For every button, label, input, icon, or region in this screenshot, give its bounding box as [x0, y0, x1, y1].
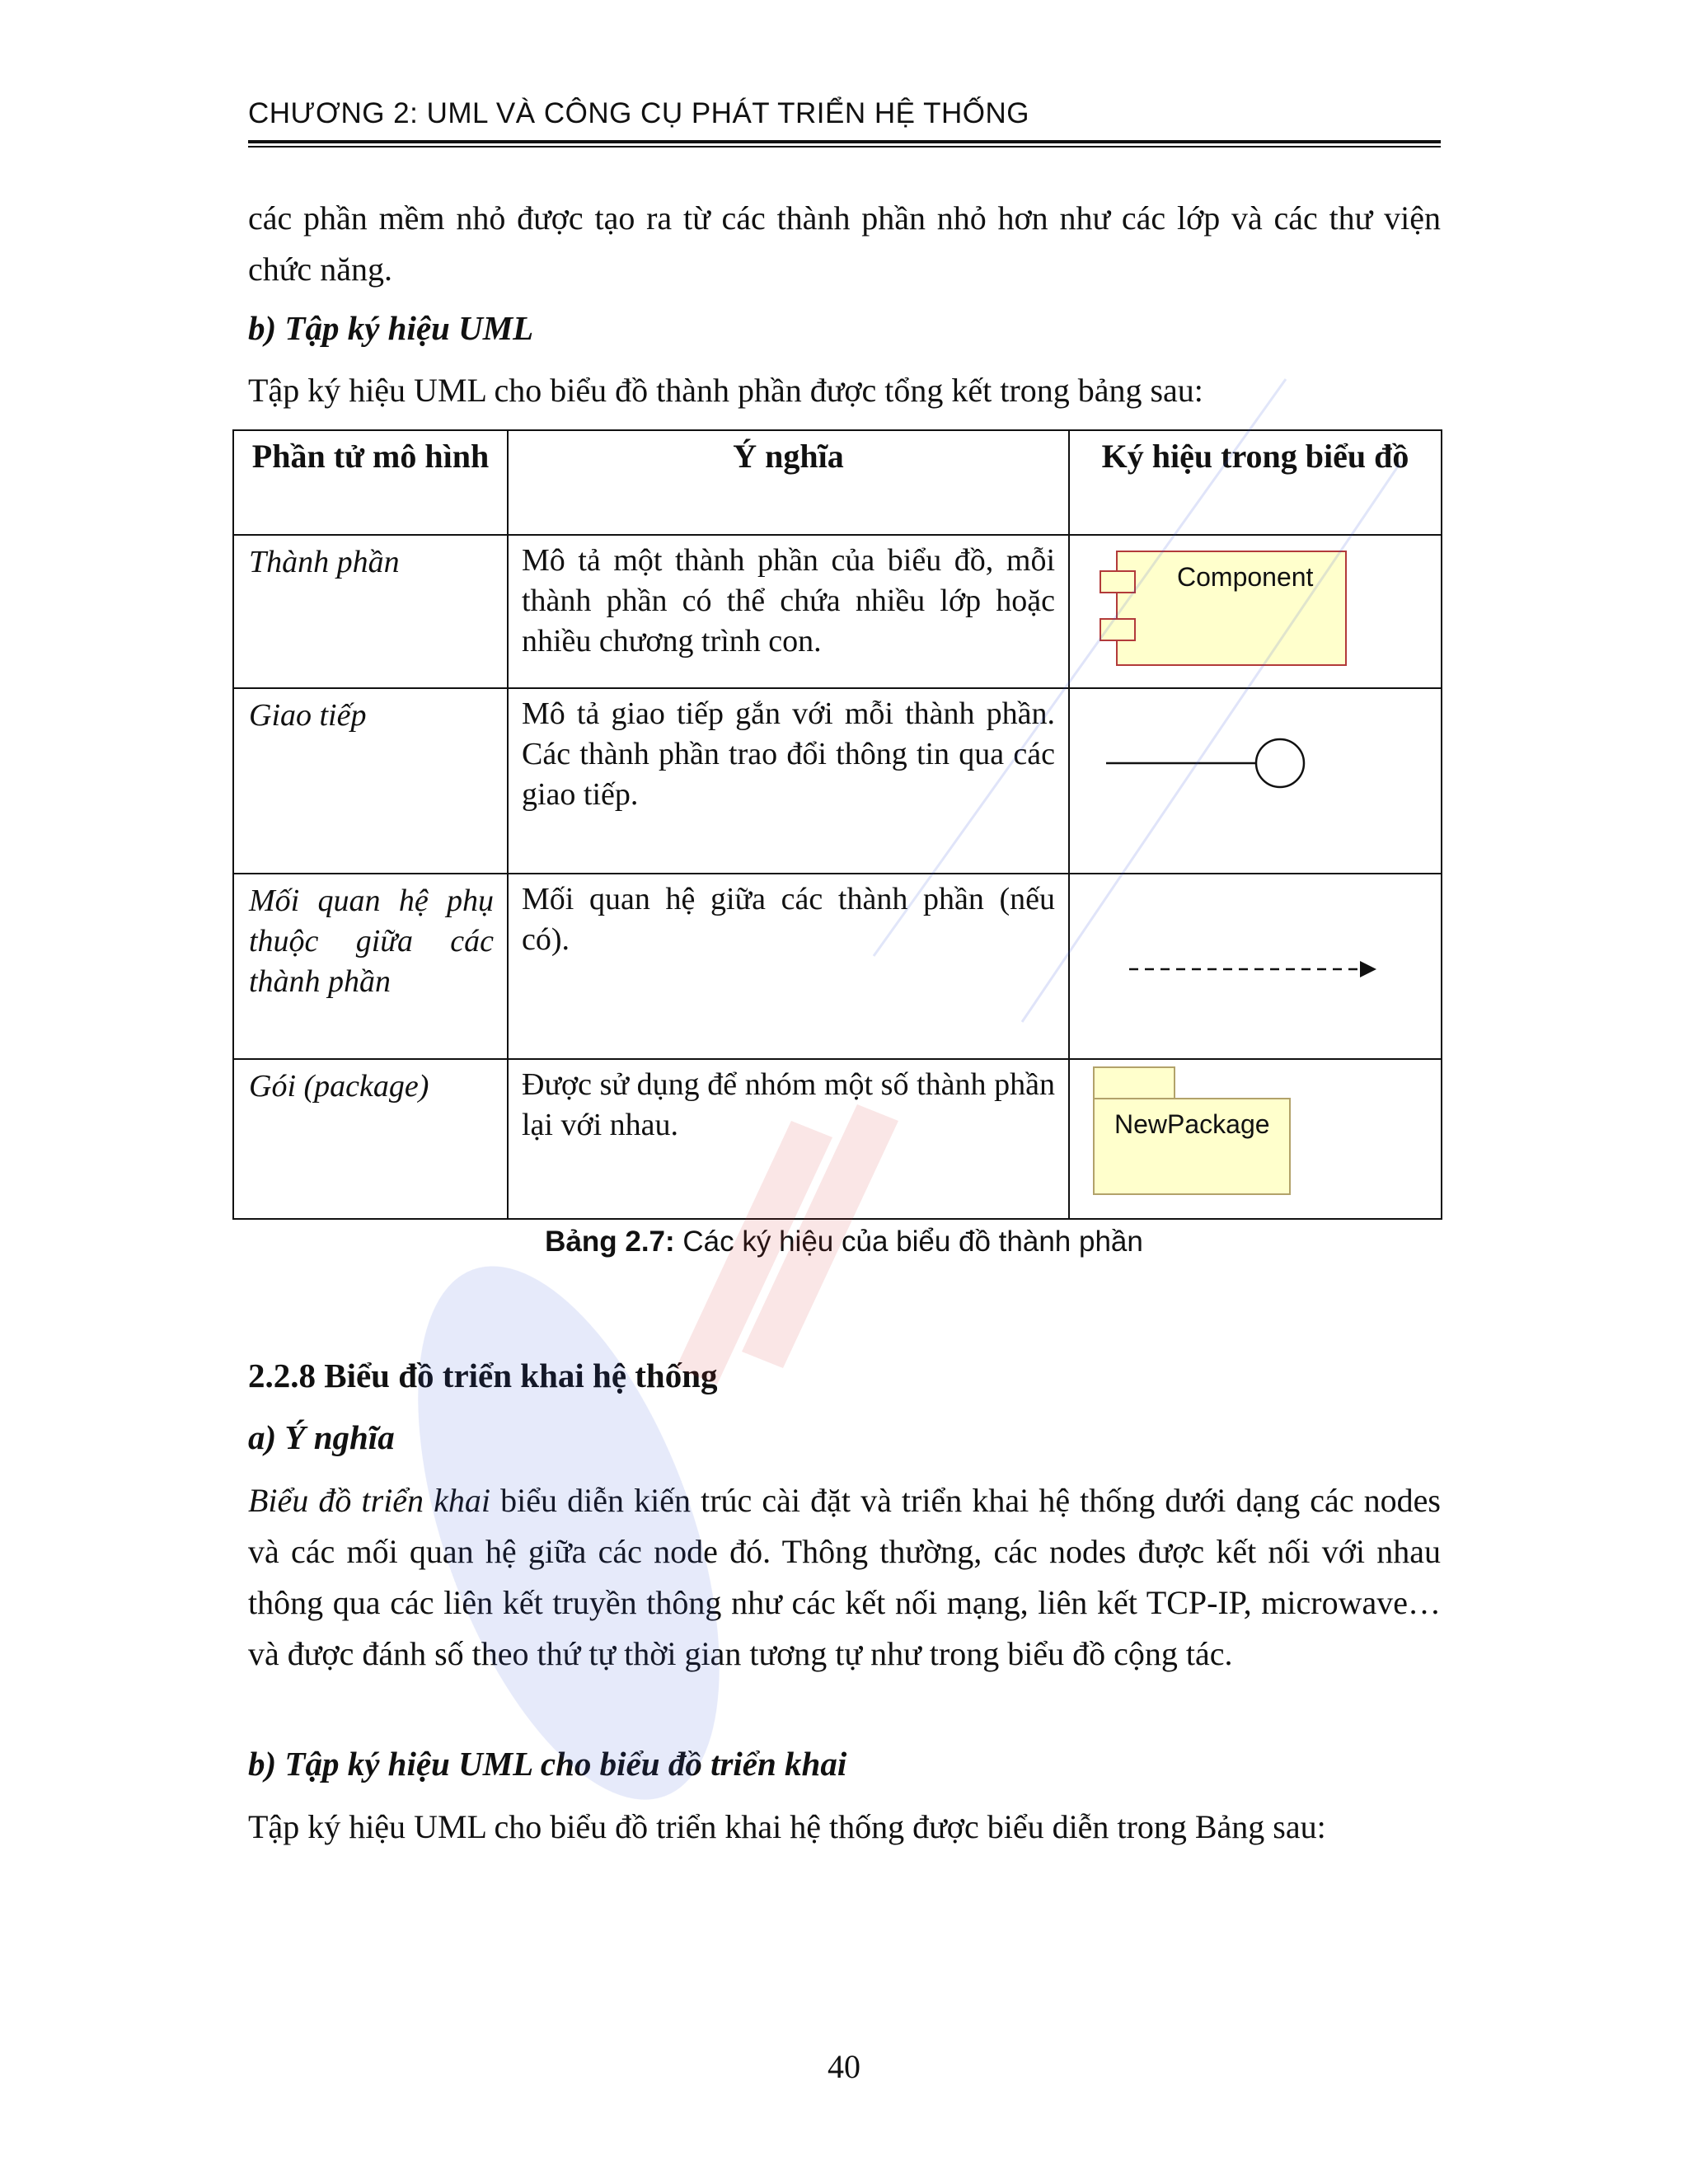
- meaning-cell: Được sử dụng để nhóm một số thành phần lại với nhau.: [508, 1059, 1069, 1219]
- component-port-tab: [1100, 570, 1136, 593]
- table-header-row: [233, 430, 1442, 535]
- term-deployment-diagram: Biểu đồ triển khai: [248, 1482, 491, 1519]
- chapter-header: [248, 97, 1441, 148]
- element-cell: Mối quan hệ phụ thuộc giữa các thành phần: [233, 874, 508, 1059]
- section-b2-text: Tập ký hiệu UML cho biểu đồ triển khai hệ thống được biểu diễn trong Bảng sau:: [248, 1808, 1326, 1845]
- symbol-cell: [1069, 874, 1442, 1059]
- package-label: NewPackage: [1114, 1109, 1270, 1139]
- table-header-cell: Ký hiệu trong biểu đồ: [1069, 430, 1442, 535]
- section-a-text: biểu diễn kiến trúc cài đặt và triển khai hệ thống dưới dạng các nodes và các mối quan hệ giữa các node đó. Thông thường, các nodes được kết nối với nhau thông qua các liên kết truyền thông như các kết nối mạng, liên kết TCP-IP, microwave… và được đánh số theo thứ tự thời gian tương tự như trong biểu đồ cộng tác.: [248, 1482, 1441, 1672]
- table-row: [233, 874, 1442, 1059]
- symbol-cell: [1069, 1059, 1442, 1219]
- meaning-cell: Mối quan hệ giữa các thành phần (nếu có).: [508, 874, 1069, 1059]
- package-symbol: [1093, 1098, 1291, 1195]
- component-symbol: [1116, 551, 1347, 666]
- section-a-heading: a) Ý nghĩa: [248, 1418, 395, 1456]
- symbol-table: [232, 429, 1442, 1220]
- element-cell: Giao tiếp: [233, 688, 508, 874]
- section-b-heading: b) Tập ký hiệu UML: [248, 309, 534, 347]
- header-rule-thin: [248, 146, 1441, 148]
- component-port-tab: [1100, 618, 1136, 641]
- section-2-2-8-heading: 2.2.8 Biểu đồ triển khai hệ thống: [248, 1357, 718, 1394]
- table-row: [233, 535, 1442, 688]
- section-a-paragraph: [248, 1475, 1441, 1680]
- symbol-cell: [1069, 535, 1442, 688]
- caption-text: Các ký hiệu của biểu đồ thành phần: [674, 1226, 1143, 1258]
- page-number: 40: [828, 2048, 860, 2085]
- element-cell: Gói (package): [233, 1059, 508, 1219]
- header-rule: [248, 140, 1441, 143]
- chapter-title: CHƯƠNG 2: UML VÀ CÔNG CỤ PHÁT TRIỂN HỆ THỐNG: [248, 97, 1029, 129]
- meaning-cell: Mô tả giao tiếp gắn với mỗi thành phần. Các thành phần trao đổi thông tin qua các giao tiếp.: [508, 688, 1069, 874]
- interface-symbol: [1070, 689, 1442, 874]
- table-row: [233, 1059, 1442, 1219]
- caption-label: Bảng 2.7:: [545, 1226, 675, 1258]
- table-header-cell: Phần tử mô hình: [233, 430, 508, 535]
- table-header-cell: Ý nghĩa: [508, 430, 1069, 535]
- table-caption: [0, 1226, 1688, 1258]
- meaning-cell: Mô tả một thành phần của biểu đồ, mỗi thành phần có thể chứa nhiều lớp hoặc nhiều chương trình con.: [508, 535, 1069, 688]
- package-tab: [1093, 1066, 1175, 1101]
- element-cell: Thành phần: [233, 535, 508, 688]
- intro-paragraph: các phần mềm nhỏ được tạo ra từ các thành phần nhỏ hơn như các lớp và các thư viện chức năng.: [248, 199, 1441, 288]
- table-row: [233, 688, 1442, 874]
- section-b-text: Tập ký hiệu UML cho biểu đồ thành phần được tổng kết trong bảng sau:: [248, 372, 1203, 409]
- component-label: Component: [1177, 562, 1314, 592]
- dependency-arrow-symbol: [1070, 874, 1442, 1060]
- section-b2-heading: b) Tập ký hiệu UML cho biểu đồ triển khai: [248, 1745, 847, 1783]
- symbol-cell: [1069, 688, 1442, 874]
